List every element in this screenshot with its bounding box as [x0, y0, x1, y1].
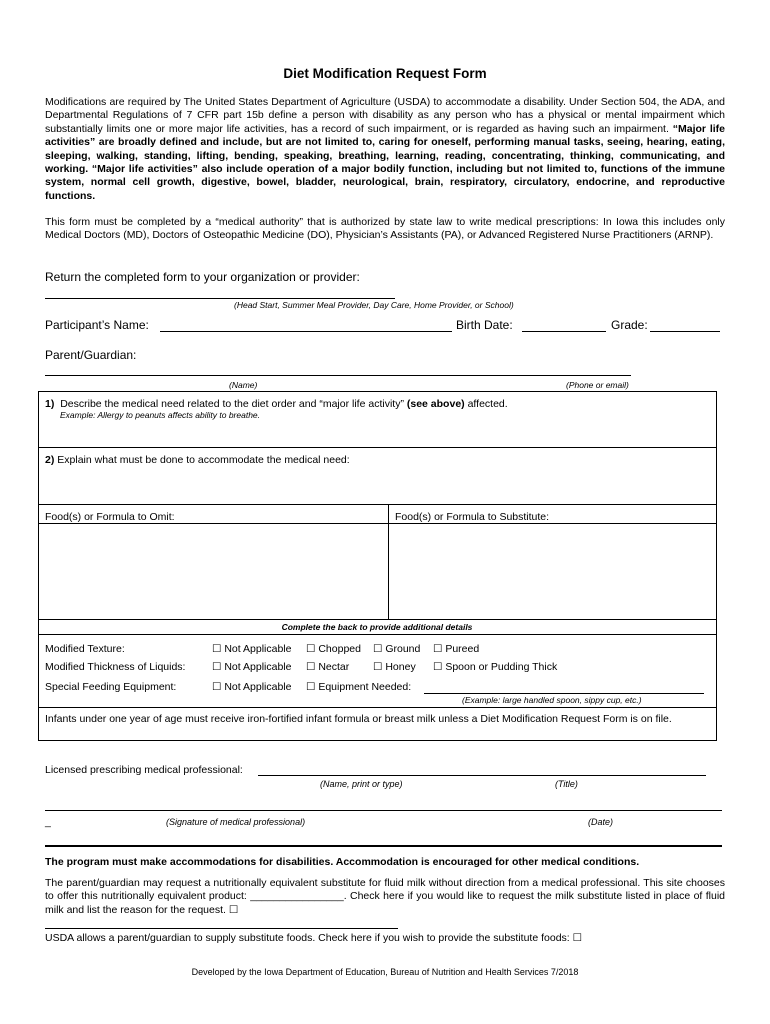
usda-substitute-note: USDA allows a parent/guardian to supply substitute foods. Check here if you wish to provide the substitute foods: ☐	[45, 932, 583, 944]
participant-name-label: Participant’s Name:	[45, 318, 149, 332]
divider	[38, 619, 716, 620]
milk-paragraph	[45, 877, 725, 917]
equipment-label: Special Feeding Equipment:	[45, 681, 177, 693]
checkbox-icon: ☐	[212, 661, 222, 673]
signature-underscore: _	[45, 816, 51, 828]
parent-field[interactable]	[45, 375, 631, 376]
liquids-not-applicable[interactable]: ☐ Not Applicable	[212, 661, 292, 673]
q2-text	[45, 454, 350, 466]
signature-hint: (Signature of medical professional)	[166, 817, 306, 827]
q1-see-above: (see above)	[406, 398, 465, 410]
prescriber-name-hint: (Name, print or type)	[320, 779, 403, 789]
checkbox-icon: ☐	[306, 661, 316, 673]
q1-text-c: affected.	[467, 398, 508, 410]
intro-bold: “Major life activities” are broadly defined and include, but are not limited to, caring for oneself, performing manual tasks, seeing, hearing, eating, sleeping, walking, standing, lifting, bending, speaking, breathing, learning, reading, concentrating, thinking, communicating, and working. “Major life activities” also include operation of a major bodily function, including but not limited to, functions of the immune system, normal cell growth, digestive, bowel, bladder, neurological, brain, respiratory, circulatory, endocrine, and reproductive functions.	[45, 122, 726, 202]
milk-text: The parent/guardian may request a nutritionally equivalent substitute for fluid milk without direction from a medical professional. This site chooses to offer this nutritionally equivalent product: ________________. Check here if you would like to request the milk substitute listed in place of fluid milk and list the reason for the request.	[45, 877, 725, 916]
back-note: Complete the back to provide additional details	[281, 622, 473, 632]
milk-checkbox[interactable]: ☐	[228, 903, 239, 916]
intro-plain: Modifications are required by The United States Department of Agriculture (USDA) to accommodate a disability. Under Section 504, the ADA, and Departmental Regulations of 7 CFR part 15b define a person with disability as any person who has a physical or mental impairment which substantially limits one or more major life activities, has a record of such impairment, or is regarded as having such an impairment.	[45, 96, 725, 135]
liquids-spoon-thick[interactable]: ☐ Spoon or Pudding Thick	[433, 661, 558, 673]
checkbox-icon: ☐	[373, 661, 383, 673]
footer: Developed by the Iowa Department of Education, Bureau of Nutrition and Health Services 7/2018	[191, 967, 579, 977]
q2-label: Explain what must be done to accommodate the medical need:	[57, 454, 350, 466]
checkbox-icon: ☐	[212, 643, 222, 655]
authority-paragraph: This form must be completed by a “medical authority” that is authorized by state law to write medical prescriptions: In Iowa this includes only Medical Doctors (MD), Doctors of Osteopathic Medicine (DO), Physician’s Assistants (PA), or Advanced Registered Nurse Practitioners (ARNP).	[45, 216, 725, 242]
substitute-label: Food(s) or Formula to Substitute:	[395, 511, 550, 523]
column-divider	[388, 505, 389, 619]
q1-example: Example: Allergy to peanuts affects ability to breathe.	[60, 410, 261, 420]
divider	[38, 447, 716, 448]
prescriber-title-hint: (Title)	[555, 779, 578, 789]
liquids-label: Modified Thickness of Liquids:	[45, 661, 186, 673]
equipment-example: (Example: large handled spoon, sippy cup, etc.)	[462, 695, 642, 705]
parent-label: Parent/Guardian:	[45, 348, 137, 362]
texture-ground[interactable]: ☐ Ground	[373, 643, 421, 655]
grade-field[interactable]	[650, 331, 720, 332]
parent-phone-hint: (Phone or email)	[566, 380, 629, 390]
signature-field[interactable]	[45, 810, 722, 811]
return-label: Return the completed form to your organization or provider:	[45, 270, 360, 284]
intro-paragraph	[45, 96, 725, 203]
q1-number: 1)	[45, 398, 55, 410]
equipment-needed[interactable]: ☐ Equipment Needed:	[306, 681, 412, 693]
texture-chopped[interactable]: ☐ Chopped	[306, 643, 361, 655]
texture-label: Modified Texture:	[45, 643, 125, 655]
omit-answer-area[interactable]	[40, 525, 386, 617]
checkbox-icon: ☐	[306, 643, 316, 655]
substitute-answer-area[interactable]	[390, 525, 714, 617]
q1-text	[45, 398, 705, 410]
return-hint: (Head Start, Summer Meal Provider, Day Care, Home Provider, or School)	[234, 300, 514, 310]
date-hint: (Date)	[588, 817, 614, 827]
equipment-not-applicable[interactable]: ☐ Not Applicable	[212, 681, 292, 693]
divider	[38, 634, 716, 635]
parent-name-hint: (Name)	[229, 380, 258, 390]
prescriber-name-field[interactable]	[258, 775, 706, 776]
checkbox-icon: ☐	[306, 681, 316, 693]
divider	[38, 707, 716, 708]
program-note: The program must make accommodations for disabilities. Accommodation is encouraged for other medical conditions.	[45, 856, 640, 868]
infant-note: Infants under one year of age must receive iron-fortified infant formula or breast milk unless a Diet Modification Request Form is on file.	[45, 713, 672, 725]
checkbox-icon: ☐	[212, 681, 222, 693]
participant-name-field[interactable]	[160, 331, 452, 332]
divider	[38, 523, 716, 524]
checkbox-icon: ☐	[433, 661, 443, 673]
checkbox-icon: ☐	[433, 643, 443, 655]
q2-answer-area[interactable]	[40, 470, 714, 502]
divider	[38, 504, 716, 505]
birth-date-label: Birth Date:	[456, 318, 513, 332]
section-divider	[45, 845, 722, 847]
liquids-nectar[interactable]: ☐ Nectar	[306, 661, 350, 673]
texture-not-applicable[interactable]: ☐ Not Applicable	[212, 643, 292, 655]
checkbox-icon: ☐	[373, 643, 383, 655]
q1-answer-area[interactable]	[40, 420, 714, 446]
grade-label: Grade:	[611, 318, 648, 332]
return-line[interactable]	[45, 298, 395, 299]
page-title: Diet Modification Request Form	[283, 66, 487, 81]
liquids-honey[interactable]: ☐ Honey	[373, 661, 416, 673]
q1-text-a: Describe the medical need related to the diet order and “major life activity”	[60, 398, 404, 410]
omit-label: Food(s) or Formula to Omit:	[45, 511, 175, 523]
q2-number: 2)	[45, 454, 55, 466]
milk-reason-field[interactable]	[45, 928, 398, 929]
birth-date-field[interactable]	[522, 331, 606, 332]
prescriber-label: Licensed prescribing medical professional:	[45, 764, 243, 776]
equipment-field[interactable]	[424, 693, 704, 694]
texture-pureed[interactable]: ☐ Pureed	[433, 643, 480, 655]
